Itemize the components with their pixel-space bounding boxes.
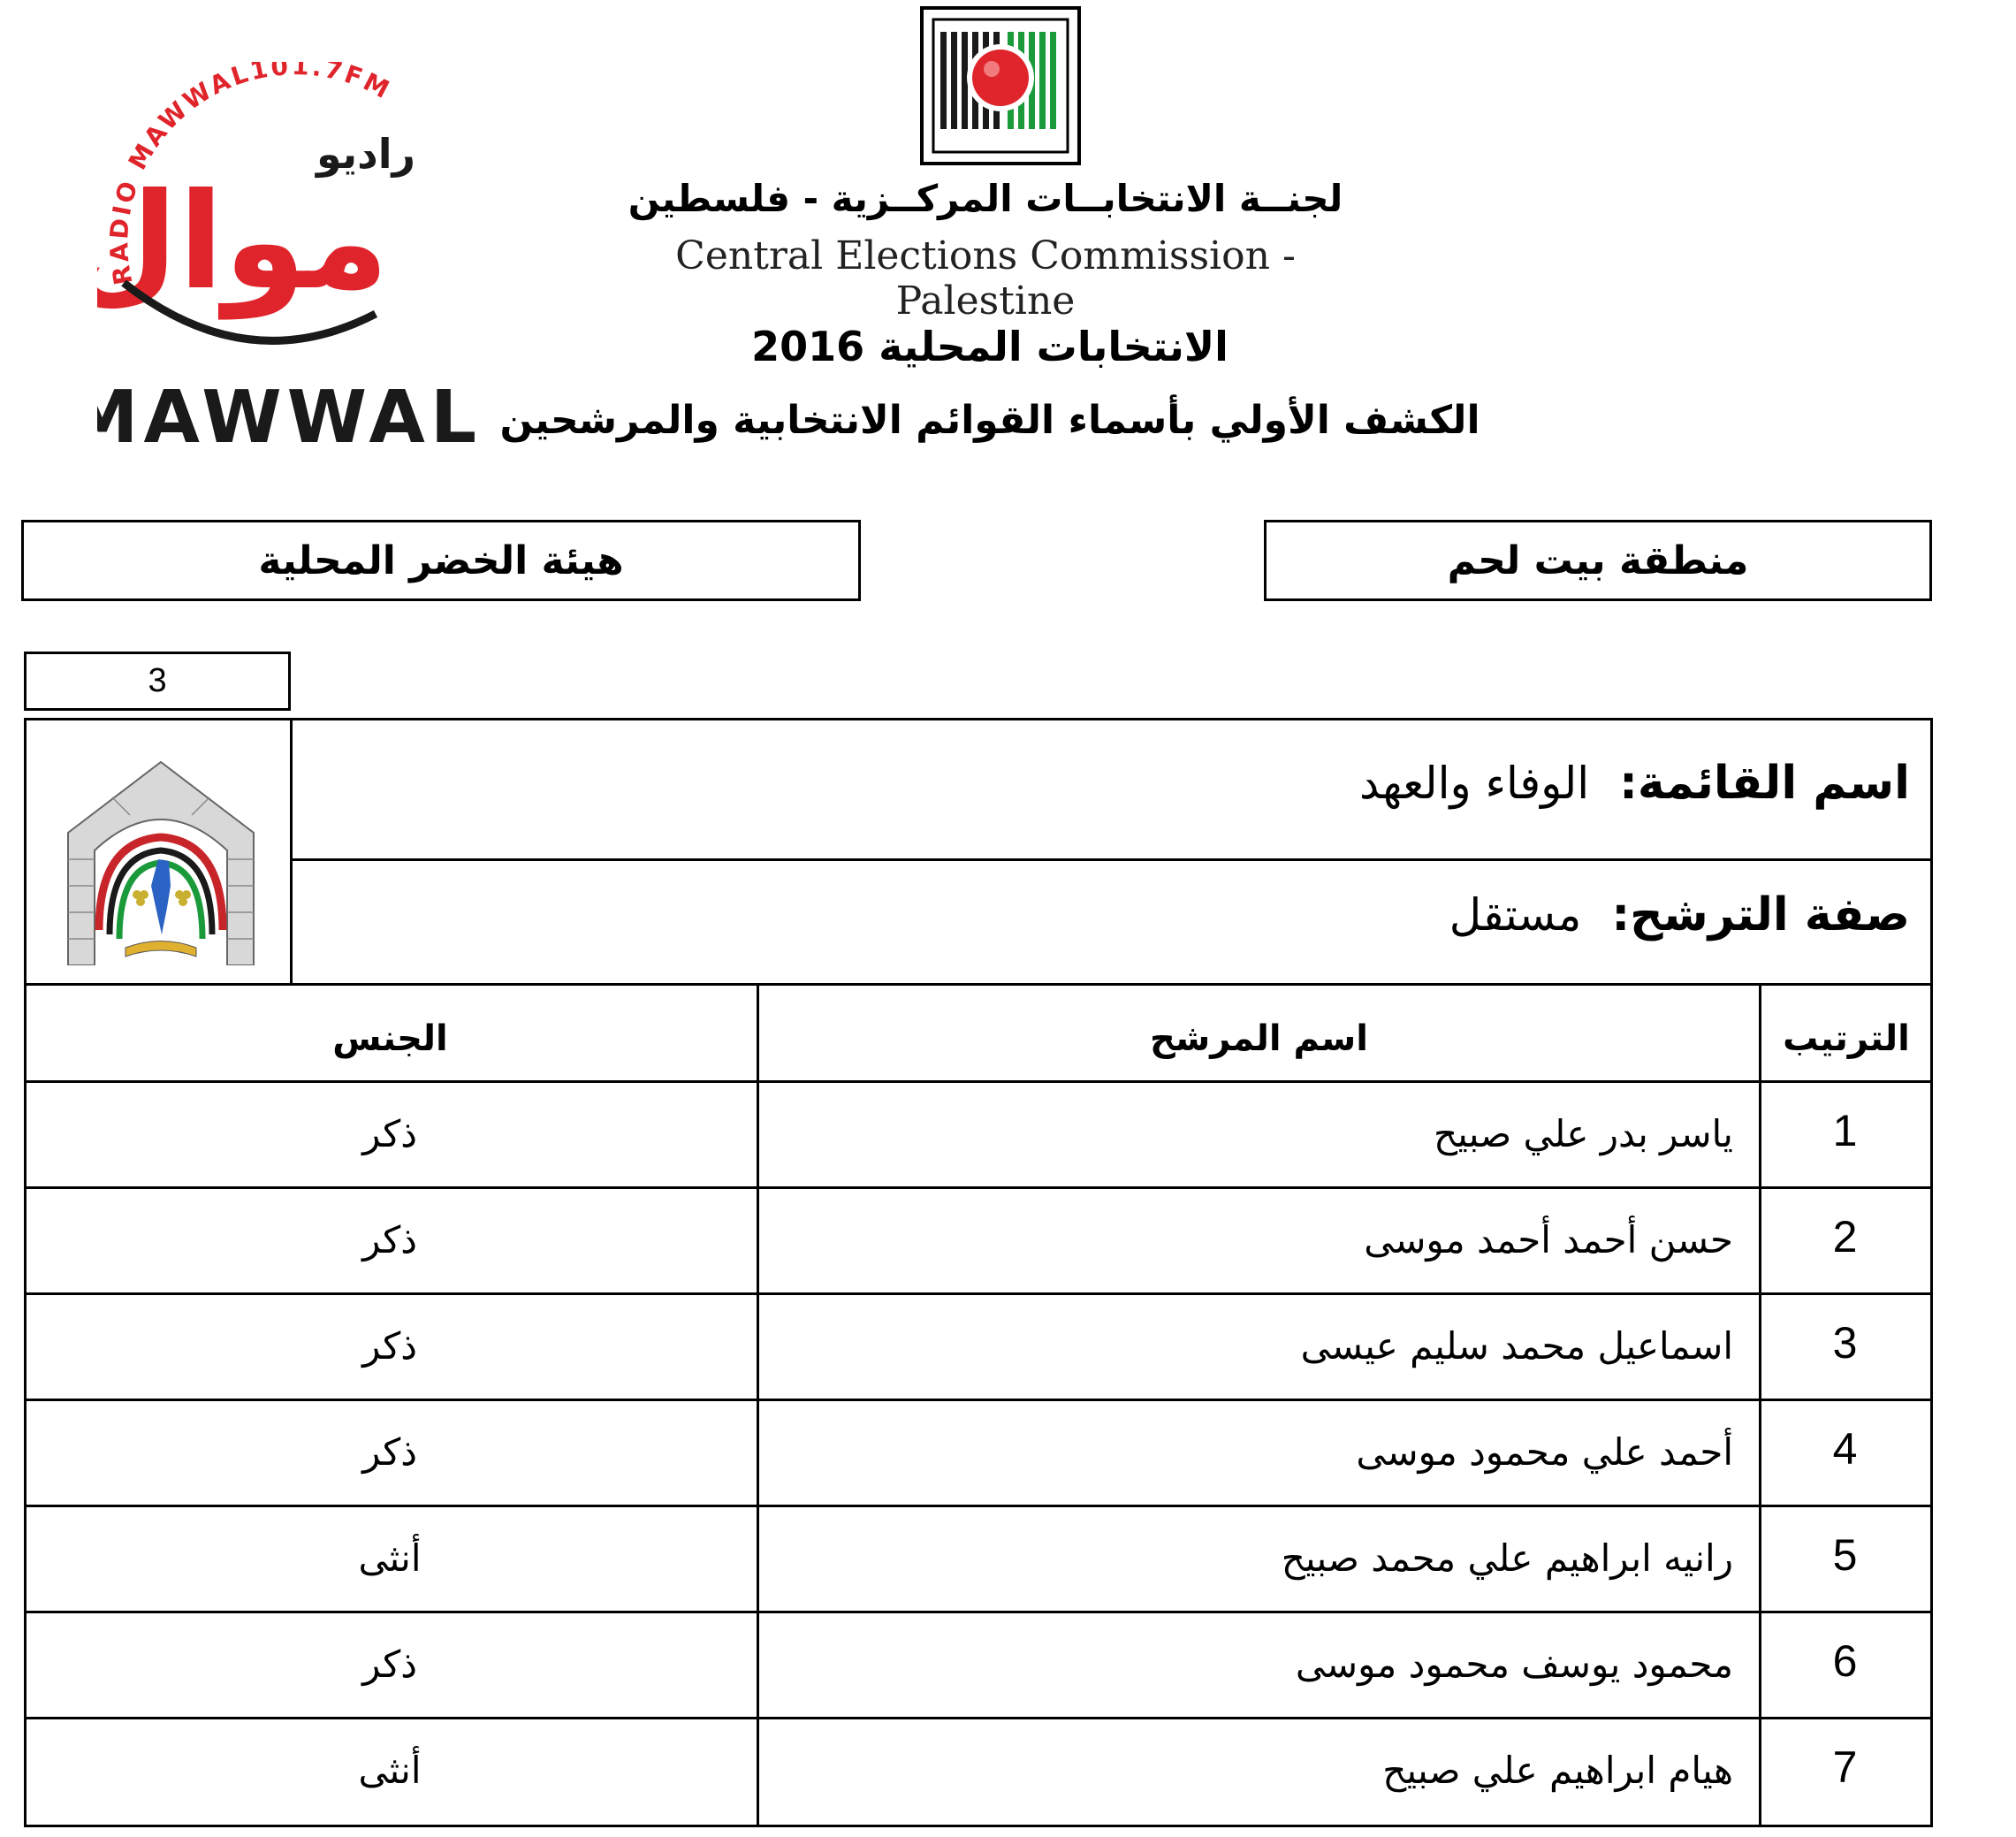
authority-box	[21, 520, 861, 601]
list-number: 3	[148, 662, 167, 699]
radio-mawwal-logo-graphic	[97, 62, 477, 460]
elections-title: الانتخابات المحلية 2016	[751, 323, 1229, 370]
column-header-rank: الترتيب	[1783, 1018, 1910, 1059]
candidate-rank: 2	[1832, 1212, 1858, 1262]
row-divider	[24, 1717, 1933, 1719]
info-divider	[293, 858, 1933, 861]
row-divider	[24, 1292, 1933, 1295]
column-header-gender: الجنس	[332, 1018, 448, 1059]
authority-name: هيئة الخضر المحلية	[258, 537, 624, 583]
candidate-rank: 4	[1832, 1424, 1858, 1474]
commission-name-english: Central Elections Commission - Palestine	[675, 233, 1296, 324]
list-emblem-cell	[24, 718, 293, 985]
candidate-name: اسماعيل محمد سليم عيسى	[1300, 1324, 1733, 1368]
cec-emblem	[919, 5, 1082, 166]
candidate-rank: 3	[1832, 1318, 1858, 1368]
commission-name-arabic: لجنــة الانتخابــات المركــزية - فلسطين	[628, 177, 1343, 220]
candidate-rank: 7	[1832, 1742, 1858, 1792]
candidacy-type-label: صفة الترشح:	[1611, 888, 1910, 941]
list-name-label: اسم القائمة:	[1619, 757, 1910, 810]
candidate-rank: 6	[1832, 1636, 1858, 1686]
candidate-name: هيام ابراهيم علي صبيح	[1382, 1749, 1733, 1792]
logo-arc-text: RADIO MAWWAL101.7FM	[104, 62, 397, 287]
list-number-box	[24, 652, 291, 711]
candidate-rank: 1	[1832, 1106, 1858, 1155]
candidate-gender: أنثى	[358, 1536, 422, 1580]
candidate-rank: 5	[1832, 1530, 1858, 1580]
list-name-value: الوفاء والعهد	[1358, 758, 1590, 809]
candidate-gender: ذكر	[362, 1643, 417, 1686]
district-box	[1264, 520, 1932, 601]
candidate-gender: ذكر	[362, 1218, 417, 1262]
logo-mawwal-arabic: موال	[97, 165, 389, 319]
lists-title: الكشف الأولي بأسماء القوائم الانتخابية والمرشحين	[499, 398, 1480, 443]
row-divider	[24, 1399, 1933, 1401]
row-divider	[24, 1611, 1933, 1613]
candidate-gender: أنثى	[358, 1749, 422, 1792]
candidate-name: حسن أحمد أحمد موسى	[1364, 1218, 1733, 1262]
candidate-name: محمود يوسف محمود موسى	[1295, 1643, 1733, 1686]
radio-mawwal-logo	[97, 62, 477, 460]
cec-emblem-graphic	[919, 5, 1082, 166]
list-emblem-icon	[59, 753, 262, 965]
logo-radio-arabic: راديو	[316, 130, 415, 178]
candidate-gender: ذكر	[362, 1112, 417, 1155]
district-name: منطقة بيت لحم	[1447, 537, 1749, 583]
logo-mawwal-wordmark: MAWWAL	[97, 376, 477, 460]
column-divider	[757, 983, 759, 1827]
row-divider	[24, 1505, 1933, 1507]
row-divider	[24, 1186, 1933, 1189]
list-name-row	[1359, 757, 1910, 810]
candidacy-type-value: مستقل	[1449, 889, 1582, 941]
candidate-name: أحمد علي محمود موسى	[1356, 1430, 1733, 1474]
column-header-name: اسم المرشح	[1150, 1018, 1368, 1059]
header-divider	[24, 1080, 1933, 1083]
candidate-name: ياسر بدر علي صبيح	[1433, 1112, 1733, 1155]
table-top-border	[24, 983, 1933, 986]
candidacy-type-row	[1449, 888, 1910, 941]
candidate-name: رانيه ابراهيم علي محمد صبيح	[1281, 1536, 1733, 1580]
candidate-gender: ذكر	[362, 1430, 417, 1474]
candidate-gender: ذكر	[362, 1324, 417, 1368]
